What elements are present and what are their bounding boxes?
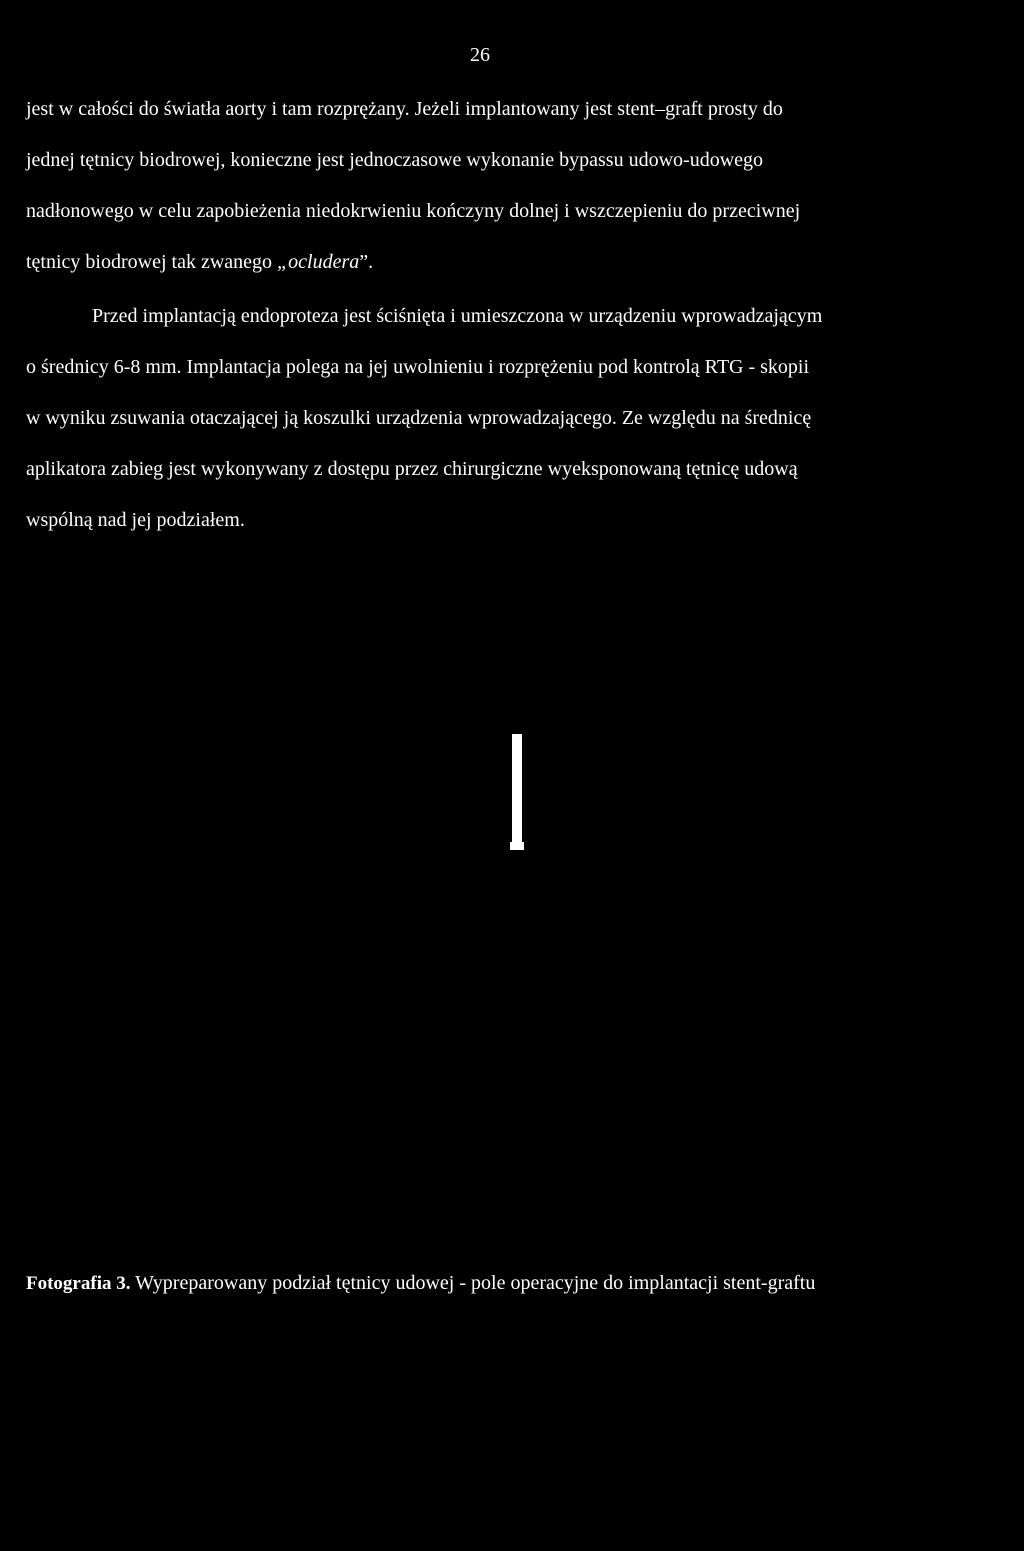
text-segment: Przed implantacją endoproteza jest ściśnięta i umieszczona w urządzeniu wprowadzającym — [92, 305, 823, 327]
text-line: jest w całości do światła aorty i tam rozprężany. Jeżeli implantowany jest stent–graft prosty do — [26, 98, 783, 120]
photograph-area-marker — [512, 734, 522, 846]
text-line — [26, 237, 1002, 288]
caption-text: Wypreparowany podział tętnicy udowej - pole operacyjne do implantacji stent-graftu — [130, 1272, 816, 1294]
text-line — [26, 291, 1002, 342]
italic-term: „ocludera — [277, 251, 360, 273]
caption-label: Fotografia 3. — [26, 1273, 131, 1294]
text-segment: ”. — [359, 251, 374, 273]
text-line: jednej tętnicy biodrowej, konieczne jest jednoczasowe wykonanie bypassu udowo-udowego — [26, 149, 764, 171]
paragraph-implantation — [26, 291, 1002, 546]
paragraph-stent-graft — [26, 84, 1002, 288]
text-line: wspólną nad jej podziałem. — [26, 509, 245, 531]
text-line: nadłonowego w celu zapobieżenia niedokrwieniu kończyny dolnej i wszczepieniu do przeciwnej — [26, 200, 801, 222]
figure-caption — [26, 1272, 815, 1295]
text-line: o średnicy 6-8 mm. Implantacja polega na jej uwolnieniu i rozprężeniu pod kontrolą RTG - skopii — [26, 356, 810, 378]
text-line: w wyniku zsuwania otaczającej ją koszulki urządzenia wprowadzającego. Ze względu na średnicę — [26, 407, 812, 429]
text-line: aplikatora zabieg jest wykonywany z dostępu przez chirurgiczne wyeksponowaną tętnicę udową — [26, 458, 798, 480]
text-segment: tętnicy biodrowej tak zwanego — [26, 251, 278, 273]
page-number: 26 — [470, 44, 490, 66]
